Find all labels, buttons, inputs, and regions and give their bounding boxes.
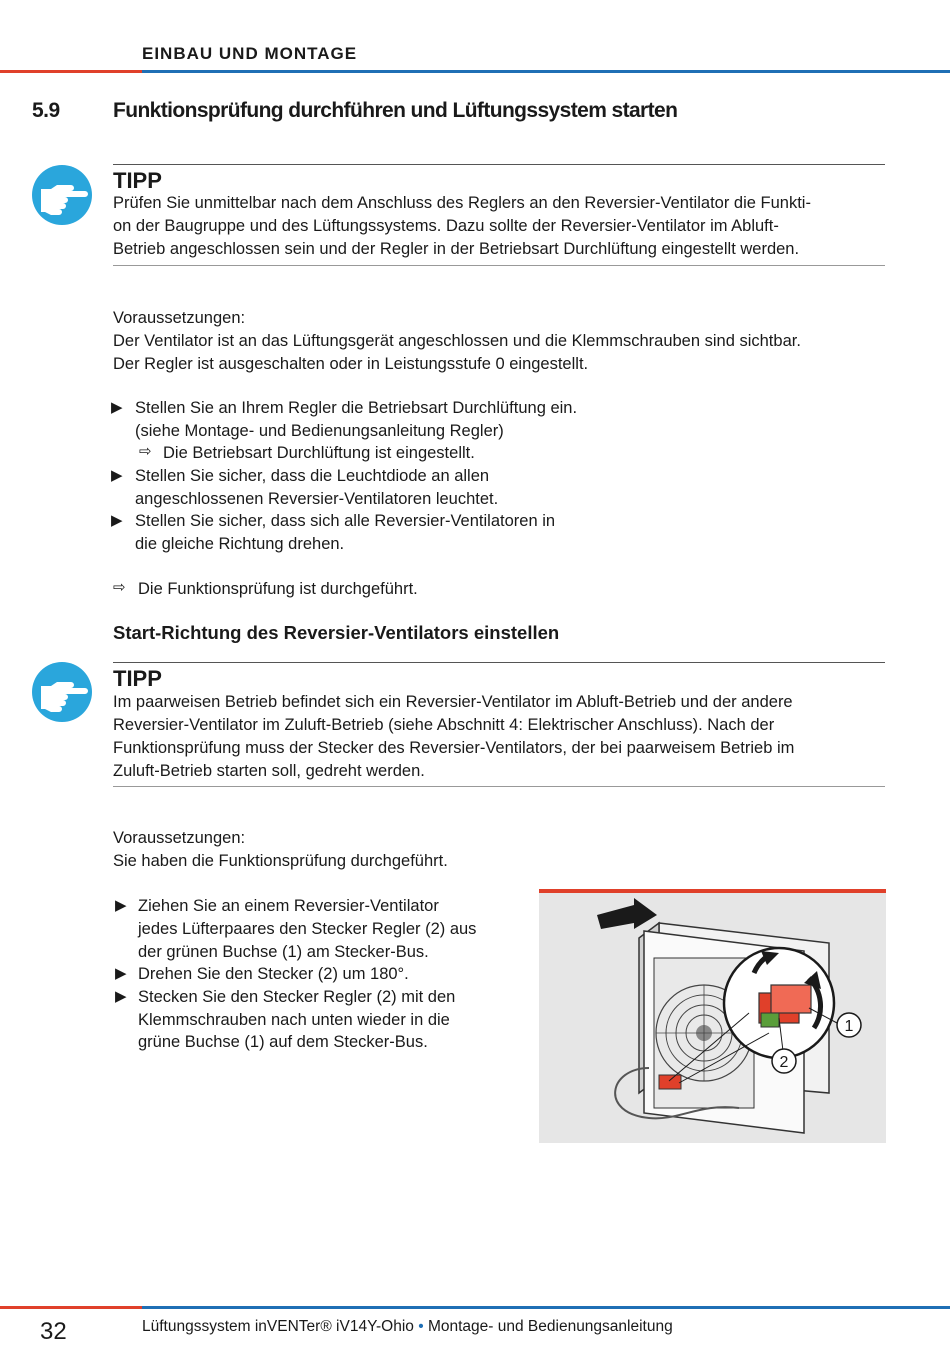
subheading: Start-Richtung des Reversier-Ventilators einstellen [113,622,560,643]
steps1-step2-line2: angeschlossenen Reversier-Ventilatoren leuchtet. [135,490,499,508]
header-section-label: EINBAU UND MONTAGE [142,44,358,63]
tip1-line: Prüfen Sie unmittelbar nach dem Anschluss des Reglers an den Reversier-Ventilator die Funkti- [113,194,811,212]
fan-plug-illustration [539,889,886,1143]
footer-doc-title: Montage- und Bedienungsanleitung [427,1318,673,1335]
triangle-right-icon: ▶ [115,988,127,1005]
section-title: Funktionsprüfung durchführen und Lüftungssystem starten [113,99,678,122]
requirements2 [113,827,448,873]
tip1-label: TIPP [113,168,162,193]
steps2-step3-line3: grüne Buchse (1) auf dem Stecker-Bus. [138,1033,428,1051]
tip2-line: Reversier-Ventilator im Zuluft-Betrieb (siehe Abschnitt 4: Elektrischer Anschluss). Nach der [113,716,775,734]
page-number: 32 [40,1318,67,1345]
steps1-final-result: Die Funktionsprüfung ist durchgeführt. [138,580,418,598]
steps2-step3-line1: Stecken Sie den Stecker Regler (2) mit den [138,988,456,1006]
steps2-step3-line2: Klemmschrauben nach unten wieder in die [138,1011,450,1029]
tip1-line: Betrieb angeschlossen sein und der Regler in der Betriebsart Durchlüftung eingestellt werden. [113,240,800,258]
footer-product: Lüftungssystem inVENTer® iV14Y-Ohio [142,1318,414,1335]
tip2-top-rule [113,662,885,663]
arrow-right-outline-icon: ⇨ [113,579,126,596]
tip2-line: Funktionsprüfung muss der Stecker des Reversier-Ventilators, der bei paarweisem Betrieb im [113,739,795,757]
tip1-top-rule [113,164,885,165]
footer-rule-blue [142,1306,950,1309]
triangle-right-icon: ▶ [111,399,123,416]
pointing-hand-icon [32,662,92,722]
tip1-bottom-rule [113,265,885,266]
footer-text [142,1318,673,1336]
header-rule-blue [142,70,950,73]
triangle-right-icon: ▶ [115,965,127,982]
push-arrow-icon [597,898,657,929]
header-rule-red [0,70,142,73]
requirements1 [113,307,801,376]
callout-1-label: 1 [844,1018,854,1035]
pointing-hand-icon [32,165,92,225]
steps1-step1-result: Die Betriebsart Durchlüftung ist eingestellt. [163,444,475,462]
tip1-line: on der Baugruppe und des Lüftungssystems. Dazu sollte der Reversier-Ventilator im Abluft- [113,217,779,235]
footer-separator: • [418,1318,424,1335]
steps1-step1-line2: (siehe Montage- und Bedienungsanleitung Regler) [135,422,504,440]
section-number: 5.9 [32,99,60,122]
requirements1-line: Der Ventilator ist an das Lüftungsgerät angeschlossen und die Klemmschrauben sind sichtbar. [113,332,801,350]
triangle-right-icon: ▶ [111,512,123,529]
footer-rule-red [0,1306,142,1309]
tip1-text [113,192,811,261]
requirements2-heading: Voraussetzungen: [113,829,246,847]
steps1-step2-line1: Stellen Sie sicher, dass die Leuchtdiode an allen [135,467,490,485]
arrow-right-outline-icon: ⇨ [139,443,152,460]
steps1-step3-line1: Stellen Sie sicher, dass sich alle Reversier-Ventilatoren in [135,512,556,530]
requirements1-line: Der Regler ist ausgeschalten oder in Leistungsstufe 0 eingestellt. [113,355,589,373]
requirements1-heading: Voraussetzungen: [113,309,246,327]
steps2-step1-line1: Ziehen Sie an einem Reversier-Ventilator [138,897,439,915]
tip2-label: TIPP [113,666,162,691]
tip2-text [113,691,794,783]
tip2-bottom-rule [113,786,885,787]
steps2-step2-line1: Drehen Sie den Stecker (2) um 180°. [138,965,409,983]
steps1-step3-line2: die gleiche Richtung drehen. [135,535,345,553]
callout-2-label: 2 [779,1054,789,1071]
triangle-right-icon: ▶ [111,467,123,484]
requirements2-line: Sie haben die Funktionsprüfung durchgeführt. [113,852,448,870]
steps2-step1-line3: der grünen Buchse (1) am Stecker-Bus. [138,943,429,961]
tip2-line: Zuluft-Betrieb starten soll, gedreht werden. [113,762,425,780]
steps2-step1-line2: jedes Lüfterpaares den Stecker Regler (2) aus [138,920,477,938]
steps1-step1-line1: Stellen Sie an Ihrem Regler die Betriebsart Durchlüftung ein. [135,399,578,417]
tip2-line: Im paarweisen Betrieb befindet sich ein Reversier-Ventilator im Abluft-Betrieb und der andere [113,693,793,711]
triangle-right-icon: ▶ [115,897,127,914]
